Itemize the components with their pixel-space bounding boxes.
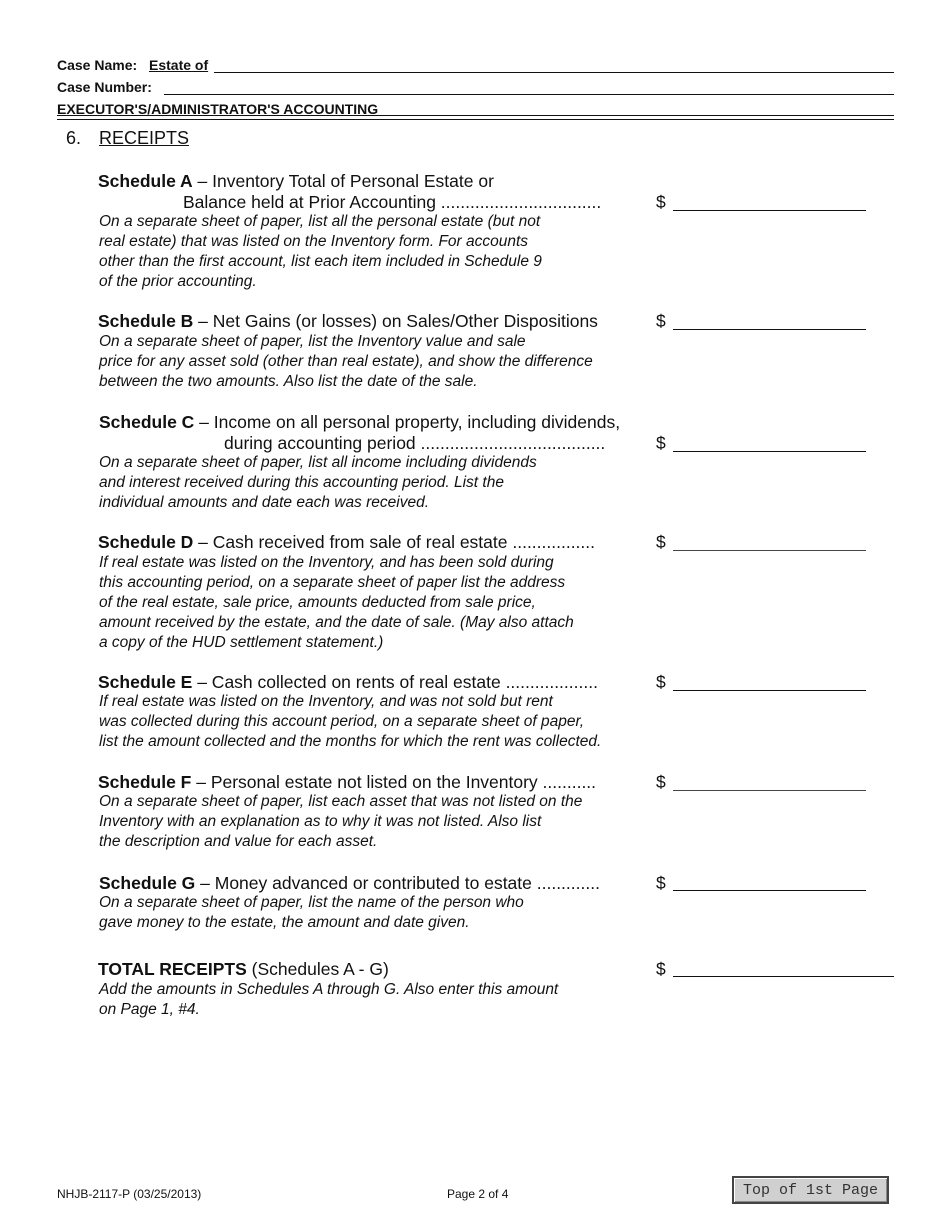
- schedule-d-label: Schedule D: [98, 532, 194, 552]
- case-name-value: Estate of: [149, 57, 209, 73]
- total-receipts-amount-field[interactable]: [673, 976, 894, 977]
- total-receipts-dollar: $: [656, 959, 666, 979]
- schedule-a-amount-field[interactable]: [673, 210, 866, 211]
- schedule-a-cont: Balance held at Prior Accounting .................................: [183, 192, 602, 212]
- form-title: EXECUTOR'S/ADMINISTRATOR'S ACCOUNTING: [57, 101, 379, 117]
- schedule-a-dollar: $: [656, 192, 666, 212]
- schedule-d-desc: If real estate was listed on the Inventory, and has been sold during this accounting period, on a separate sheet of paper list the address of the real estate, sale price, amounts deducted from sale price, amount received by the estate, and the date of sale. (May also attach a copy of the HUD settlement statement.): [99, 554, 574, 651]
- case-number-field[interactable]: [164, 94, 894, 95]
- schedule-f-text: – Personal estate not listed on the Inventory ...........: [191, 772, 597, 792]
- schedule-a-label: Schedule A: [98, 171, 193, 191]
- schedule-c-dollar: $: [656, 433, 666, 453]
- schedule-c-text: – Income on all personal property, including dividends,: [194, 412, 621, 432]
- schedule-e-label: Schedule E: [98, 672, 193, 692]
- schedule-d-amount-field[interactable]: [673, 550, 866, 551]
- section-title: RECEIPTS: [99, 128, 190, 148]
- schedule-g-desc: On a separate sheet of paper, list the name of the person who gave money to the estate, the amount and date given.: [99, 894, 524, 931]
- schedule-b-amount-field[interactable]: [673, 329, 866, 330]
- schedule-f-dollar: $: [656, 772, 666, 792]
- schedule-c-cont: during accounting period ......................................: [224, 433, 606, 453]
- schedule-b-title: [98, 311, 598, 332]
- schedule-f-desc: On a separate sheet of paper, list each asset that was not listed on the Inventory with an explanation as to why it was not listed. Also list the description and value for each asset.: [99, 793, 583, 850]
- schedule-c-label: Schedule C: [99, 412, 195, 432]
- schedule-c-desc: On a separate sheet of paper, list all income including dividends and interest received during this accounting period. List the individual amounts and date each was received.: [99, 454, 537, 511]
- total-receipts-text: (Schedules A - G): [246, 959, 389, 979]
- schedule-a-text: – Inventory Total of Personal Estate or: [192, 171, 494, 191]
- case-name-label: Case Name:: [57, 57, 138, 73]
- schedule-a-title: [98, 171, 494, 192]
- case-name-field[interactable]: [214, 72, 894, 73]
- section-number: 6.: [66, 128, 82, 148]
- schedule-e-amount-field[interactable]: [673, 690, 866, 691]
- schedule-b-dollar: $: [656, 311, 666, 331]
- case-number-label: Case Number:: [57, 79, 152, 95]
- schedule-g-title: [99, 873, 600, 894]
- schedule-d-title: [98, 532, 595, 553]
- total-receipts-desc: Add the amounts in Schedules A through G. Also enter this amount on Page 1, #4.: [99, 981, 559, 1018]
- schedule-e-title: [98, 672, 598, 693]
- schedule-e-text: – Cash collected on rents of real estate ...................: [192, 672, 598, 692]
- top-of-first-page-button[interactable]: Top of 1st Page: [732, 1176, 889, 1204]
- schedule-a-desc: On a separate sheet of paper, list all the personal estate (but not real estate) that was listed on the Inventory form. For accounts other than the first account, list each item included in Schedule 9 of the prior accounting.: [99, 213, 542, 290]
- schedule-b-label: Schedule B: [98, 311, 194, 331]
- schedule-g-text: – Money advanced or contributed to estate .............: [195, 873, 600, 893]
- total-receipts-title: [98, 959, 389, 980]
- schedule-f-label: Schedule F: [98, 772, 192, 792]
- schedule-b-desc: On a separate sheet of paper, list the Inventory value and sale price for any asset sold (other than real estate), and show the difference between the two amounts. Also list the date of the sale.: [99, 333, 593, 390]
- schedule-f-title: [98, 772, 596, 793]
- schedule-e-dollar: $: [656, 672, 666, 692]
- schedule-g-dollar: $: [656, 873, 666, 893]
- form-id: NHJB-2117-P (03/25/2013): [57, 1187, 202, 1201]
- total-receipts-label: TOTAL RECEIPTS: [98, 959, 247, 979]
- page-number: Page 2 of 4: [447, 1187, 509, 1201]
- schedule-g-label: Schedule G: [99, 873, 196, 893]
- schedule-c-amount-field[interactable]: [673, 451, 866, 452]
- schedule-d-text: – Cash received from sale of real estate .................: [193, 532, 596, 552]
- schedule-d-dollar: $: [656, 532, 666, 552]
- schedule-b-text: – Net Gains (or losses) on Sales/Other Dispositions: [193, 311, 598, 331]
- schedule-g-amount-field[interactable]: [673, 890, 866, 891]
- schedule-c-title: [99, 412, 620, 433]
- schedule-e-desc: If real estate was listed on the Inventory, and was not sold but rent was collected during this account period, on a separate sheet of paper, list the amount collected and the months for which the rent was collected.: [99, 693, 602, 750]
- schedule-f-amount-field[interactable]: [673, 790, 866, 791]
- header-divider: [57, 115, 894, 120]
